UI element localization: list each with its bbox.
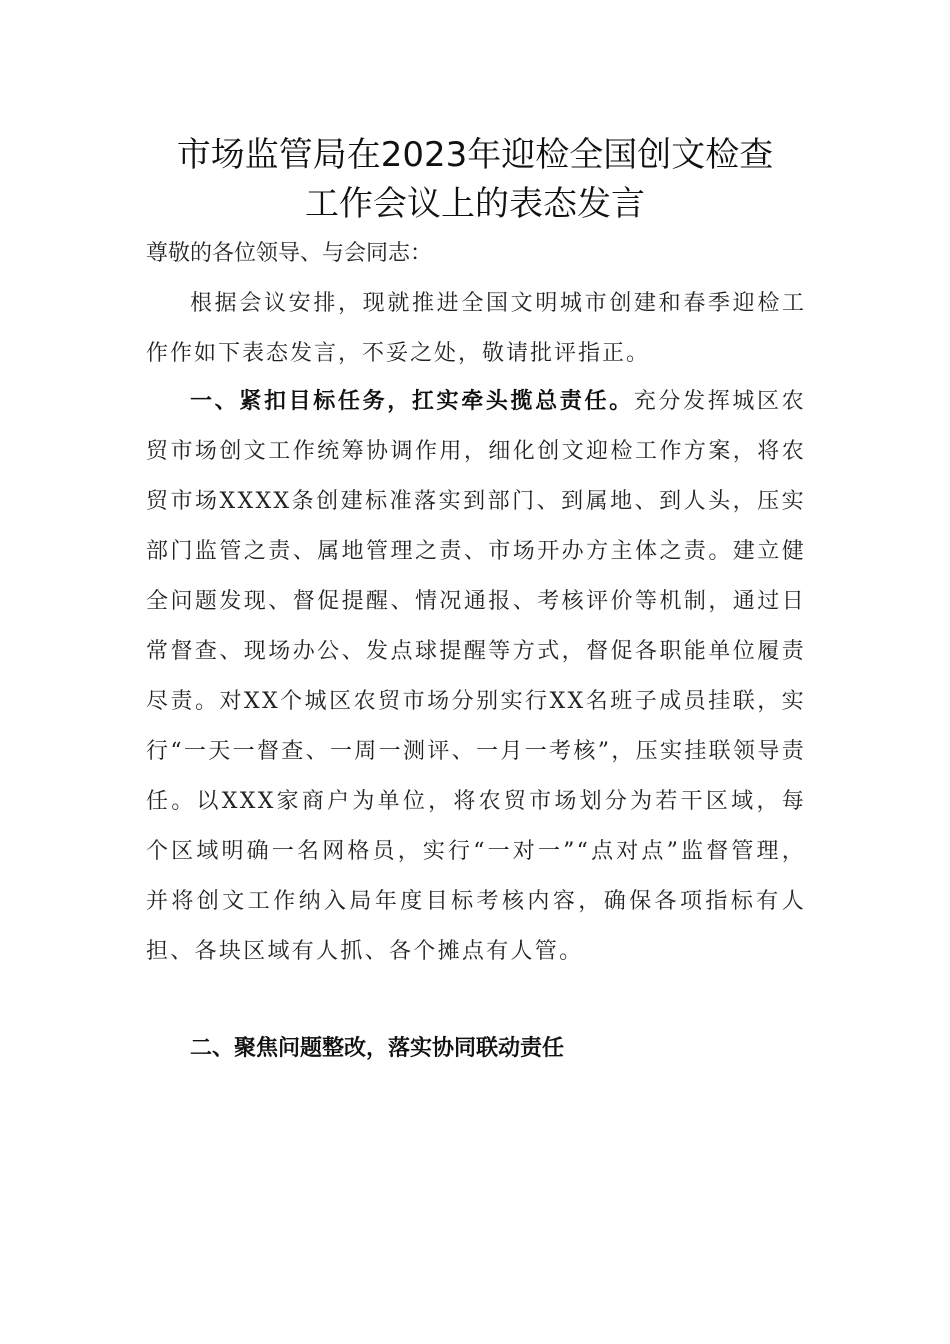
section1-heading: 一、紧扣目标任务，扛实牵头揽总责任。 [190,389,634,414]
document-title-line1: 市场监管局在2023年迎检全国创文检查 [176,135,774,175]
document-title-line2: 工作会议上的表态发言 [305,184,645,224]
intro-paragraph: 根据会议安排，现就推进全国文明城市创建和春季迎检工作作如下表态发言，不妥之处，敬请批评指正。 [146,291,806,366]
greeting: 尊敬的各位领导、与会同志： [146,241,433,266]
section2-heading: 二、聚焦问题整改，落实协同联动责任 [190,1036,565,1061]
section1-body: 充分发挥城区农贸市场创文工作统筹协调作用，细化创文迎检工作方案，将农贸市场XXXX条创建标准落实到部门、到属地、到人头，压实部门监管之责、属地管理之责、市场开办方主体之责。建立健全问题发现、督促提醒、情况通报、考核评价等机制，通过日常督查、现场办公、发点球提醒等方式，督促各职能单位履责尽责。对XX个城区农贸市场分别实行XX名班子成员挂联，实行“一天一督查、一周一测评、一月一考核”，压实挂联领导责任。以XXX家商户为单位，将农贸市场划分为若干区域，每个区域明确一名网格员，实行“一对一”“点对点”监督管理，并将创文工作纳入局年度目标考核内容，确保各项指标有人担、各块区域有人抓、各个摊点有人管。 [146,389,806,964]
section1-paragraph [146,377,806,977]
